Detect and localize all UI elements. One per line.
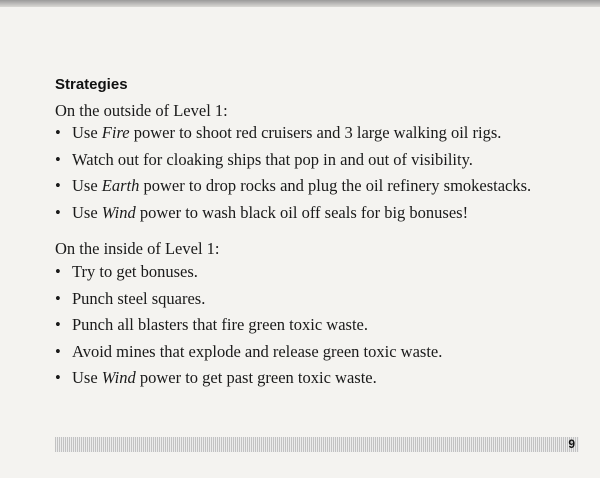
bullet-icon: • <box>55 315 61 334</box>
inside-strategy-list <box>55 262 442 395</box>
footer-rule <box>55 437 551 452</box>
bullet-icon: • <box>55 123 61 142</box>
bullet-icon: • <box>55 368 61 387</box>
inside-intro: On the inside of Level 1: <box>55 239 220 258</box>
list-item: • Avoid mines that explode and release green toxic waste. <box>55 341 443 361</box>
outside-intro: On the outside of Level 1: <box>55 101 228 120</box>
bullet-icon: • <box>55 341 61 361</box>
list-item: • Try to get bonuses. <box>55 262 198 281</box>
list-item: • Use Wind power to wash black oil off seals for big bonuses! <box>55 202 469 222</box>
bullet-icon: • <box>55 202 61 222</box>
bullet-icon: • <box>55 149 61 169</box>
list-item: • Use Fire power to shoot red cruisers and 3 large walking oil rigs. <box>55 123 502 142</box>
list-item: • Use Earth power to drop rocks and plug the oil refinery smokestacks. <box>55 176 532 195</box>
list-item: • Use Wind power to get past green toxic waste. <box>55 368 377 387</box>
page-number: 9 <box>551 437 579 452</box>
bullet-icon: • <box>55 262 61 281</box>
list-item: • Punch all blasters that fire green toxic waste. <box>55 315 368 334</box>
list-item: • Punch steel squares. <box>55 288 206 308</box>
section-heading: Strategies <box>55 76 128 93</box>
bullet-icon: • <box>55 176 61 195</box>
list-item: • Watch out for cloaking ships that pop in and out of visibility. <box>55 149 473 169</box>
page-top-edge <box>0 0 600 7</box>
bullet-icon: • <box>55 288 61 308</box>
outside-strategy-list <box>55 123 531 229</box>
